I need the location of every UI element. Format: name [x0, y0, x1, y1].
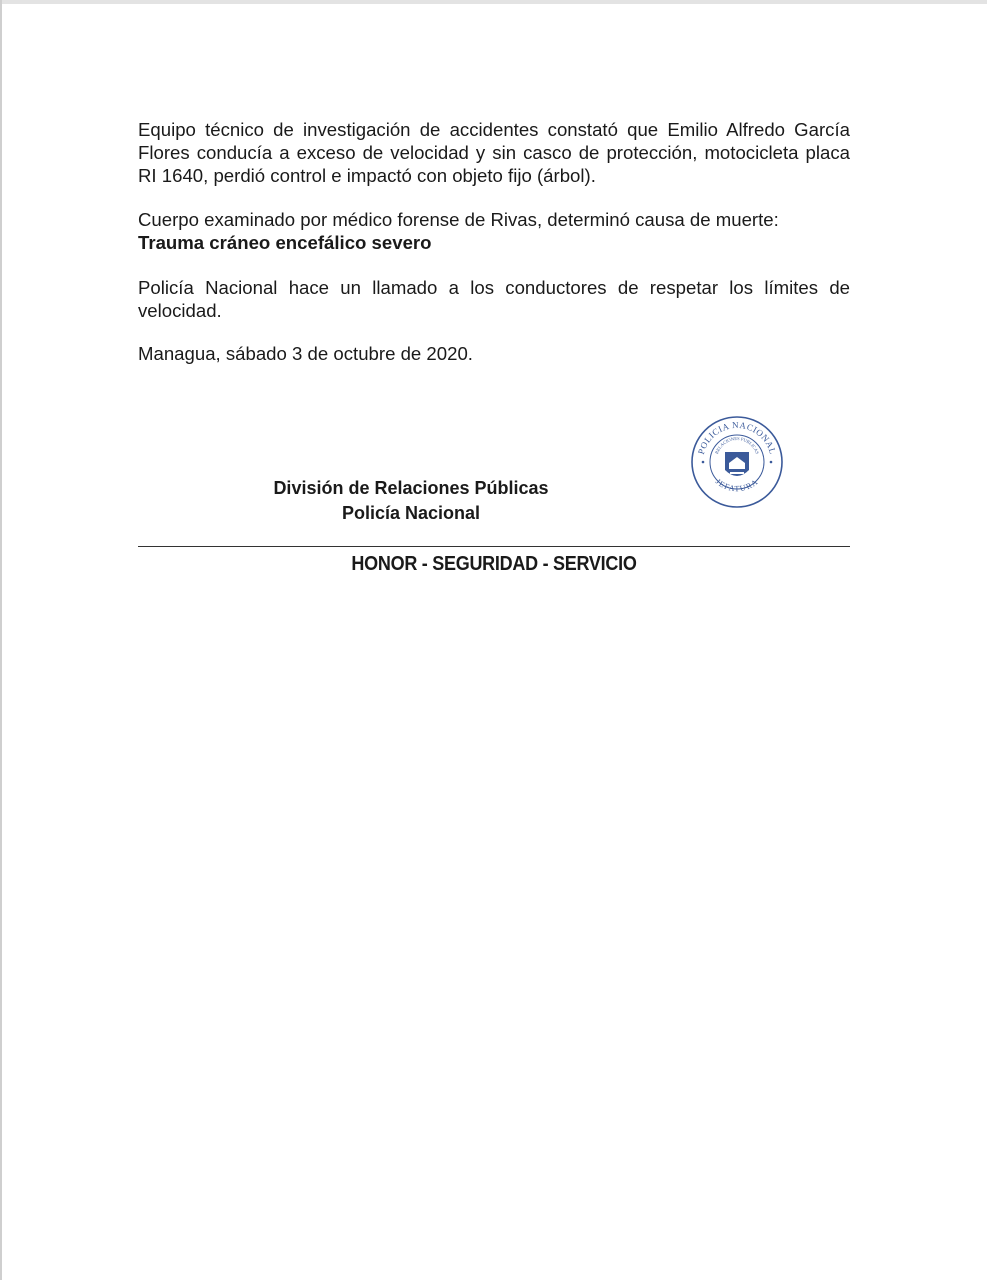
signature-block — [230, 476, 592, 526]
paragraph-police-call: Policía Nacional hace un llamado a los conductores de respetar los límites de velocidad. — [138, 277, 850, 321]
paragraph-accident-report: Equipo técnico de investigación de accidentes constató que Emilio Alfredo García Flores conducía a exceso de velocidad y sin casco de protección, motocicleta placa RI 1640, perdió control e impactó con objeto fijo (árbol). — [138, 119, 850, 186]
paragraph-forensic-text: Cuerpo examinado por médico forense de Rivas, determinó causa de muerte: — [138, 209, 779, 230]
signature-division: División de Relaciones Públicas — [273, 478, 549, 498]
svg-text:JEFATURA — [714, 477, 760, 493]
seal-dot-left — [702, 461, 705, 464]
police-seal-stamp — [689, 414, 785, 510]
seal-bottom-text: JEFATURA — [713, 476, 761, 494]
seal-top-text: POLICIA NACIONAL — [695, 419, 779, 456]
paragraph-forensic-exam — [138, 208, 850, 254]
police-badge-icon — [725, 452, 749, 476]
signature-organization: Policía Nacional — [341, 503, 481, 523]
dateline: Managua, sábado 3 de octubre de 2020. — [138, 343, 473, 364]
footer-motto: HONOR - SEGURIDAD - SERVICIO — [351, 553, 637, 575]
seal-dot-right — [770, 461, 773, 464]
footer-divider — [138, 546, 850, 547]
cause-of-death: Trauma cráneo encefálico severo — [138, 232, 432, 253]
seal-inner-text: RELACIONES PUBLICAS — [714, 435, 760, 455]
svg-text:POLICIA NACIONAL — [696, 420, 778, 456]
